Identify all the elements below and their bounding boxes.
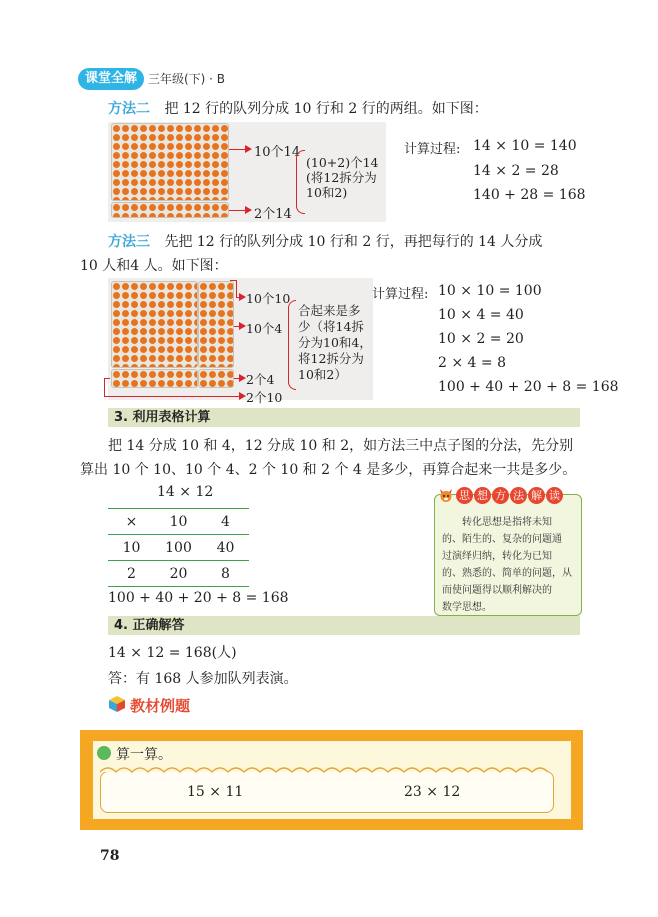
table-cell: 10	[108, 535, 155, 561]
grade-label: 三年级(下) · B	[148, 72, 226, 86]
table-cell: 20	[155, 561, 202, 587]
exercise-item: 15 × 11	[187, 784, 244, 800]
method2-text: 把 12 行的队列分成 10 行和 2 行的两组。如下图：	[164, 101, 488, 117]
section4-equation: 14 × 12 = 168(人)	[108, 645, 237, 661]
method2-title: 方法二	[108, 101, 150, 117]
method-tip-title	[434, 484, 580, 504]
tip-title-char: 读	[546, 487, 563, 504]
table-cell: 4	[202, 509, 249, 535]
method3-brace-text: 合起来是多 少（将14拆 分为10和4， 将12拆分为 10和2）	[298, 303, 372, 382]
table-cell: 100	[155, 535, 202, 561]
method3-line2: 10 人和4 人。如下图：	[80, 258, 228, 274]
section3-expression: 14 × 12	[157, 484, 214, 500]
method3-calc-line: 10 × 10 = 100	[438, 283, 542, 299]
multiplication-table	[108, 508, 249, 587]
method2-dot-grid-2rows	[111, 202, 229, 218]
method3-brace	[288, 300, 296, 390]
section4-answer: 答：有 168 人参加队列表演。	[108, 671, 298, 687]
section3-sum: 100 + 40 + 20 + 8 = 168	[108, 590, 289, 606]
arrow-head	[239, 293, 246, 301]
method3-dot-grid-10x4	[198, 281, 234, 368]
arrow-line	[104, 378, 110, 379]
method2-dot-grid-10rows	[111, 123, 229, 201]
cube-icon	[108, 695, 126, 713]
table-cell: 2	[108, 561, 155, 587]
arrow-line	[236, 280, 237, 297]
tip-title-char: 法	[510, 487, 527, 504]
table-cell: 8	[202, 561, 249, 587]
method2-brace-text: (10+2)个14 (将12拆分为 10和2)	[306, 155, 379, 200]
label-10x14: 10个14	[254, 145, 301, 160]
method3-dot-grid-2x4	[198, 369, 234, 388]
method2-calc-line: 140 + 28 = 168	[473, 187, 586, 203]
arrow-line	[104, 378, 105, 396]
method3-title: 方法三	[108, 234, 150, 250]
method2-calc-line: 14 × 2 = 28	[473, 163, 559, 179]
method2-calc-line: 14 × 10 = 140	[473, 138, 577, 154]
method3-dot-grid-2x10	[111, 369, 198, 388]
table-row	[108, 535, 249, 561]
series-badge: 课堂全解	[78, 68, 144, 90]
arrow-head	[245, 145, 252, 153]
green-dot-icon	[97, 746, 111, 760]
label-2x14: 2个14	[254, 207, 292, 222]
section3-heading: 3. 利用表格计算	[108, 408, 580, 427]
method-tip-text: 转化思想是指将未知 的、陌生的、复杂的问题通 过演绎归纳，转化为已知 的、熟悉的、简单的问题，从 而使问题得以顺利解决的 数学思想。	[442, 517, 572, 613]
label-10x4: 10个4	[246, 321, 283, 336]
label-2x10: 2个10	[246, 390, 283, 405]
exercise-title: 算一算。	[116, 747, 172, 763]
tip-title-char: 解	[528, 487, 545, 504]
wavy-border	[100, 764, 552, 776]
exercise-item: 23 × 12	[404, 784, 461, 800]
arrow-head	[239, 374, 246, 382]
label-2x4: 2个4	[246, 372, 275, 387]
method3-calc-line: 10 × 4 = 40	[438, 307, 524, 323]
section3-text-line2: 算出 10 个 10、10 个 4、2 个 10 和 2 个 4 是多少，再算合起来一共是多少。	[80, 462, 577, 478]
method3-calc-line: 10 × 2 = 20	[438, 331, 524, 347]
table-row	[108, 561, 249, 587]
page-number: 78	[100, 848, 120, 864]
tip-title-char: 想	[474, 487, 491, 504]
method3-calc-line: 100 + 40 + 20 + 8 = 168	[438, 379, 619, 395]
textbook-example-title: 教材例题	[130, 697, 191, 715]
method3-text: 先把 12 行的队列分成 10 行和 2 行，再把每行的 14 人分成	[164, 234, 543, 250]
section4-heading: 4. 正确解答	[108, 616, 580, 635]
label-10x10: 10个10	[246, 291, 291, 306]
arrow-head	[239, 322, 246, 330]
method2-line	[108, 98, 488, 118]
table-cell: 10	[155, 509, 202, 535]
section3-text-line1: 把 14 分成 10 和 4，12 分成 10 和 2，如方法三中点子图的分法，先分别	[108, 438, 574, 454]
method3-calc-line: 2 × 4 = 8	[438, 355, 506, 371]
fox-mascot-icon	[438, 487, 454, 503]
arrow-head	[239, 392, 246, 400]
method3-dot-grid-10x10	[111, 281, 198, 368]
exercise-answer-area	[100, 771, 554, 813]
table-cell: 40	[202, 535, 249, 561]
method2-calc-title: 计算过程:	[404, 142, 461, 157]
table-row	[108, 509, 249, 535]
arrow-line	[230, 280, 237, 281]
table-cell: ×	[108, 509, 155, 535]
arrow-head	[245, 206, 252, 214]
method3-calc-title: 计算过程:	[372, 287, 429, 302]
method3-line1	[108, 231, 542, 251]
arrow-line	[104, 396, 240, 397]
tip-title-char: 方	[492, 487, 509, 504]
method2-brace	[296, 150, 305, 214]
tip-title-char: 思	[456, 487, 473, 504]
